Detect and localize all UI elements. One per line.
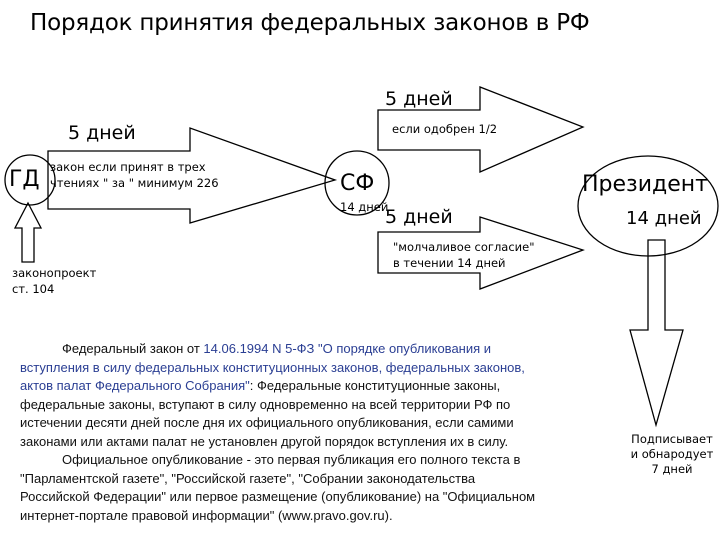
gd-sf-text-line1: закон если принят в трех <box>50 160 206 174</box>
president-days: 14 дней <box>626 208 702 229</box>
president-label: Президент <box>582 172 708 197</box>
law-p1-line5: истечении десяти дней после дня их официального опубликования, если самими <box>20 415 514 430</box>
president-note-line1: Подписывает <box>631 432 713 446</box>
sf-lower-text-line1: "молчаливое согласие" <box>393 240 535 254</box>
bill-label-line1: законопроект <box>12 266 97 280</box>
arrow-bill-up <box>15 203 41 262</box>
law-p1-prefix: Федеральный закон от <box>62 341 204 356</box>
gd-sf-days: 5 дней <box>68 122 136 144</box>
gd-label: ГД <box>9 167 40 192</box>
law-p2-line1: Официальное опубликование - это первая публикация его полного текста в <box>62 452 521 467</box>
sf-days: 14 дней <box>340 200 389 214</box>
arrow-president-down <box>630 240 683 425</box>
gd-sf-text-line2: чтениях " за " минимум 226 <box>50 176 219 190</box>
law-p2-line4: интернет-портале правовой информации" (www.pravo.gov.ru). <box>20 507 393 523</box>
law-p2-line3: Российской Федерации" или первое размещение (опубликование) на "Официальном <box>20 489 536 504</box>
president-note-line2: и обнародует <box>630 447 714 461</box>
law-p1-link[interactable]: 14.06.1994 N 5-ФЗ "О порядке опубликования и <box>203 341 492 356</box>
sf-lower-days: 5 дней <box>385 206 453 228</box>
sf-label: СФ <box>340 171 375 196</box>
law-p1-link3[interactable]: актов палат Федерального Собрания" <box>20 378 250 393</box>
president-note-line3: 7 дней <box>651 462 693 476</box>
law-p2-line2: "Парламентской газете", "Российской газете", "Собрании законодательства <box>20 470 476 486</box>
sf-lower-text-line2: в течении 14 дней <box>393 256 506 270</box>
sf-upper-text: если одобрен 1/2 <box>392 122 498 136</box>
law-p1-line6: законами или актами палат не установлен другой порядок вступления их в силу. <box>20 433 509 449</box>
bill-label-line2: ст. 104 <box>12 282 55 296</box>
page-title: Порядок принятия федеральных законов в РФ <box>30 10 590 36</box>
law-p1-line4: федеральные законы, вступают в силу одновременно на всей территории РФ по <box>20 396 511 412</box>
sf-upper-days: 5 дней <box>385 88 453 110</box>
law-text-block <box>20 340 620 525</box>
law-p1-link2[interactable]: вступления в силу федеральных конституционных законов, федеральных законов, <box>20 359 525 375</box>
president-note <box>622 432 720 477</box>
law-p1-rest3: : Федеральные конституционные законы, <box>249 378 501 393</box>
